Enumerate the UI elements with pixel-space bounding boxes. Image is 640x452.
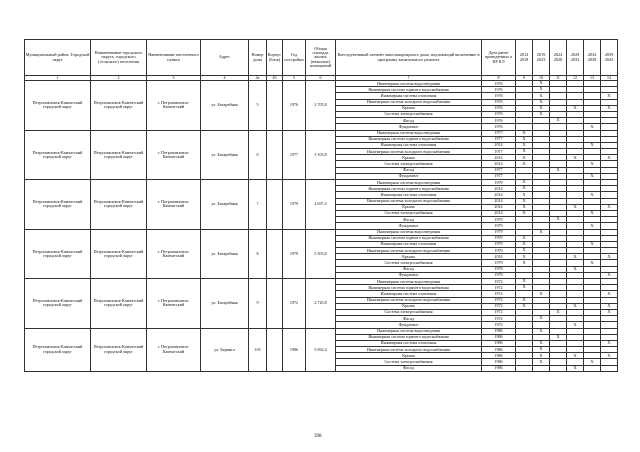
repair-date-cell: 1977	[482, 136, 516, 142]
area-cell: 2 705,8	[306, 81, 336, 131]
element-cell: Фундамент	[336, 223, 482, 229]
column-header: Наименование городского округа, городского (сельского) поселения	[91, 40, 147, 76]
column-header: Адрес	[201, 40, 249, 76]
repair-date-cell: 1972	[482, 291, 516, 297]
element-cell: Система электроснабжения	[336, 309, 482, 315]
period-mark-cell: X	[567, 204, 584, 210]
period-mark-cell: X	[533, 291, 550, 297]
period-mark-cell	[516, 365, 533, 371]
house-number-cell: 9	[249, 279, 267, 329]
element-cell: Крыша	[336, 303, 482, 309]
period-mark-cell: X	[567, 303, 584, 309]
period-mark-cell: X	[516, 180, 533, 186]
page-number: 398	[314, 434, 322, 439]
repair-date-cell: 1986	[482, 328, 516, 334]
period-mark-cell: X	[533, 81, 550, 87]
column-number: 6	[306, 76, 336, 81]
column-number: 8	[482, 76, 516, 81]
period-mark-cell: X	[516, 303, 533, 309]
period-mark-cell: X	[584, 260, 601, 266]
period-mark-cell: X	[533, 347, 550, 353]
column-header: 2039 2043	[601, 40, 618, 76]
column-number: 12	[567, 76, 584, 81]
period-mark-cell: X	[601, 353, 618, 359]
element-cell: Фасад	[336, 365, 482, 371]
element-cell: Инженерная система водоотведения	[336, 229, 482, 235]
repair-program-table	[24, 39, 618, 372]
column-number: 1	[25, 76, 91, 81]
element-cell: Инженерная система водоотведения	[336, 328, 482, 334]
settlement-cell: Петропавловск-Камчатский городской округ	[91, 229, 147, 279]
period-mark-cell: X	[550, 309, 567, 315]
repair-date-cell: 1972	[482, 322, 516, 328]
repair-date-cell: 1977	[482, 167, 516, 173]
element-cell: Инженерная система водоотведения	[336, 279, 482, 285]
column-number: 3	[147, 76, 201, 81]
element-cell: Инженерная система водоотведения	[336, 81, 482, 87]
period-mark-cell: X	[516, 260, 533, 266]
area-cell: 2 720,8	[306, 279, 336, 329]
element-cell: Фундамент	[336, 272, 482, 278]
repair-date-cell: 1972	[482, 309, 516, 315]
address-cell: ул. Батарейная	[201, 130, 249, 180]
period-mark-cell: X	[601, 303, 618, 309]
repair-date-cell: 1979	[482, 260, 516, 266]
repair-date-cell: 2014	[482, 204, 516, 210]
element-cell: Инженерная система водоотведения	[336, 180, 482, 186]
column-number: 4а	[249, 76, 267, 81]
period-mark-cell	[533, 365, 550, 371]
column-header: 2024 2028	[550, 40, 567, 76]
repair-date-cell: 1976	[482, 105, 516, 111]
period-mark-cell: X	[516, 142, 533, 148]
period-mark-cell: X	[533, 93, 550, 99]
repair-date-cell: 1977	[482, 173, 516, 179]
locality-cell: г. Петропавловск-Камчатский	[147, 180, 201, 230]
repair-date-cell: 2014	[482, 186, 516, 192]
repair-date-cell: 2014	[482, 254, 516, 260]
column-number: 5	[283, 76, 306, 81]
area-cell: 3 103,8	[306, 130, 336, 180]
repair-date-cell: 1979	[482, 241, 516, 247]
period-mark-cell: X	[601, 204, 618, 210]
period-mark-cell: X	[584, 359, 601, 365]
column-header: Номер дома	[249, 40, 267, 76]
period-mark-cell: X	[584, 173, 601, 179]
column-number: 2	[91, 76, 147, 81]
element-cell: Система электроснабжения	[336, 359, 482, 365]
repair-date-cell: 1976	[482, 99, 516, 105]
period-mark-cell: X	[516, 204, 533, 210]
element-cell: Фасад	[336, 266, 482, 272]
repair-date-cell: 1972	[482, 285, 516, 291]
column-number: 11	[550, 76, 567, 81]
period-mark-cell: X	[584, 241, 601, 247]
build-year-cell: 1979	[283, 180, 306, 230]
period-mark-cell: X	[550, 217, 567, 223]
settlement-cell: Петропавловск-Камчатский городской округ	[91, 328, 147, 371]
period-mark-cell: X	[516, 186, 533, 192]
element-cell: Система электроснабжения	[336, 111, 482, 117]
column-number: 4	[201, 76, 249, 81]
column-header: Корпус (блок)	[267, 40, 283, 76]
locality-cell: г. Петропавловск-Камчатский	[147, 279, 201, 329]
repair-date-cell: 1972	[482, 316, 516, 322]
period-mark-cell: X	[584, 161, 601, 167]
repair-date-cell: 2014	[482, 210, 516, 216]
element-cell: Крыша	[336, 204, 482, 210]
period-mark-cell: X	[533, 99, 550, 105]
locality-cell: г. Петропавловск-Камчатский	[147, 81, 201, 131]
element-cell: Фасад	[336, 316, 482, 322]
column-header: Наименование населенного пункта	[147, 40, 201, 76]
column-header: Конструктивный элемент многоквартирного дома, подлежащий включению в программу капитального ремонта	[336, 40, 482, 76]
repair-date-cell: 1986	[482, 334, 516, 340]
block-cell	[267, 180, 283, 230]
element-cell: Фасад	[336, 217, 482, 223]
period-mark-cell: X	[584, 223, 601, 229]
repair-date-cell: 1976	[482, 124, 516, 130]
element-cell: Фундамент	[336, 173, 482, 179]
element-cell: Инженерная система холодного водоснабжения	[336, 99, 482, 105]
area-cell: 4 697,4	[306, 180, 336, 230]
period-mark-cell: X	[601, 291, 618, 297]
period-mark-cell: X	[516, 297, 533, 303]
column-number: 7	[336, 76, 482, 81]
element-cell: Фасад	[336, 118, 482, 124]
period-mark-cell: X	[516, 198, 533, 204]
house-number-cell: 8	[249, 229, 267, 279]
element-cell: Инженерная система отопления	[336, 93, 482, 99]
element-cell: Инженерная система горячего водоснабжения	[336, 334, 482, 340]
address-cell: ул. Батарейная	[201, 81, 249, 131]
period-mark-cell: X	[533, 87, 550, 93]
column-number: 9	[516, 76, 533, 81]
period-mark-cell: X	[516, 210, 533, 216]
house-number-cell: 6	[249, 130, 267, 180]
repair-date-cell: 1977	[482, 130, 516, 136]
element-cell: Инженерная система горячего водоснабжения	[336, 235, 482, 241]
period-mark-cell: X	[516, 279, 533, 285]
repair-date-cell: 1979	[482, 229, 516, 235]
period-mark-cell: X	[601, 155, 618, 161]
area-cell: 5 062,4	[306, 328, 336, 371]
district-cell: Петропавловск-Камчатский городской округ	[25, 81, 91, 131]
repair-date-cell: 1972	[482, 303, 516, 309]
period-mark-cell: X	[584, 142, 601, 148]
repair-date-cell: 1972	[482, 279, 516, 285]
repair-date-cell: 1977	[482, 149, 516, 155]
address-cell: ул. Батарейная	[201, 229, 249, 279]
repair-date-cell: 2014	[482, 192, 516, 198]
element-cell: Инженерная система холодного водоснабжения	[336, 297, 482, 303]
repair-date-cell: 1986	[482, 347, 516, 353]
house-number-cell: 103	[249, 328, 267, 371]
block-cell	[267, 279, 283, 329]
repair-date-cell: 1979	[482, 223, 516, 229]
repair-date-cell: 2014	[482, 161, 516, 167]
element-cell: Система электроснабжения	[336, 210, 482, 216]
element-cell: Инженерная система отопления	[336, 340, 482, 346]
period-mark-cell: X	[567, 353, 584, 359]
element-cell: Система электроснабжения	[336, 161, 482, 167]
district-cell: Петропавловск-Камчатский городской округ	[25, 328, 91, 371]
build-year-cell: 1972	[283, 279, 306, 329]
block-cell	[267, 130, 283, 180]
period-mark-cell: X	[516, 248, 533, 254]
header-row	[25, 40, 618, 76]
block-cell	[267, 81, 283, 131]
element-cell: Инженерная система горячего водоснабжения	[336, 285, 482, 291]
repair-date-cell: 1979	[482, 217, 516, 223]
period-mark-cell: X	[567, 365, 584, 371]
element-cell: Фасад	[336, 167, 482, 173]
repair-date-cell: 1979	[482, 248, 516, 254]
column-number: 13	[584, 76, 601, 81]
repair-date-cell: 1986	[482, 340, 516, 346]
element-cell: Инженерная система холодного водоснабжения	[336, 198, 482, 204]
repair-date-cell: 1976	[482, 111, 516, 117]
period-mark-cell: X	[601, 254, 618, 260]
repair-date-cell: 1986	[482, 359, 516, 365]
column-header: Год постройки	[283, 40, 306, 76]
district-cell: Петропавловск-Камчатский городской округ	[25, 180, 91, 230]
column-header: 2019 2023	[533, 40, 550, 76]
column-number: 10	[533, 76, 550, 81]
period-mark-cell: X	[601, 105, 618, 111]
period-mark-cell: X	[584, 192, 601, 198]
column-header: 2014 2018	[516, 40, 533, 76]
repair-date-cell: 1986	[482, 365, 516, 371]
house-number-cell: 5	[249, 81, 267, 131]
element-cell: Инженерная система отопления	[336, 241, 482, 247]
house-number-cell: 7	[249, 180, 267, 230]
period-mark-cell: X	[567, 155, 584, 161]
period-mark-cell: X	[550, 118, 567, 124]
period-mark-cell: X	[533, 229, 550, 235]
period-mark-cell: X	[567, 322, 584, 328]
period-mark-cell: X	[516, 254, 533, 260]
column-number: 4б	[267, 76, 283, 81]
period-mark-cell: X	[533, 328, 550, 334]
period-mark-cell	[584, 365, 601, 371]
period-mark-cell: X	[567, 254, 584, 260]
period-mark-cell: X	[516, 241, 533, 247]
column-header: 2034 2038	[584, 40, 601, 76]
repair-date-cell: 1979	[482, 180, 516, 186]
address-cell: ул. Батарейная	[201, 279, 249, 329]
element-cell: Фундамент	[336, 124, 482, 130]
repair-date-cell: 1976	[482, 93, 516, 99]
column-header: 2029 2033	[567, 40, 584, 76]
build-year-cell: 1977	[283, 130, 306, 180]
element-cell: Инженерная система отопления	[336, 192, 482, 198]
period-mark-cell: X	[584, 124, 601, 130]
locality-cell: г. Петропавловск-Камчатский	[147, 130, 201, 180]
element-cell: Система электроснабжения	[336, 260, 482, 266]
repair-date-cell: 2014	[482, 155, 516, 161]
period-mark-cell: X	[533, 359, 550, 365]
table-body	[25, 81, 618, 372]
period-mark-cell: X	[533, 353, 550, 359]
period-mark-cell: X	[516, 192, 533, 198]
locality-cell: г. Петропавловск-Камчатский	[147, 328, 201, 371]
period-mark-cell: X	[516, 235, 533, 241]
element-cell: Фундамент	[336, 322, 482, 328]
settlement-cell: Петропавловск-Камчатский городской округ	[91, 130, 147, 180]
settlement-cell: Петропавловск-Камчатский городской округ	[91, 81, 147, 131]
period-mark-cell: X	[550, 167, 567, 173]
district-cell: Петропавловск-Камчатский городской округ	[25, 229, 91, 279]
period-mark-cell: X	[533, 340, 550, 346]
element-cell: Инженерная система водоотведения	[336, 130, 482, 136]
element-cell: Крыша	[336, 353, 482, 359]
element-cell: Крыша	[336, 155, 482, 161]
build-year-cell: 1976	[283, 81, 306, 131]
locality-cell: г. Петропавловск-Камчатский	[147, 229, 201, 279]
element-cell: Крыша	[336, 105, 482, 111]
repair-date-cell: 1986	[482, 353, 516, 359]
repair-date-cell: 2014	[482, 198, 516, 204]
build-year-cell: 1986	[283, 328, 306, 371]
repair-date-cell: 1979	[482, 266, 516, 272]
period-mark-cell: X	[516, 149, 533, 155]
period-mark-cell: X	[601, 272, 618, 278]
repair-date-cell: 1976	[482, 81, 516, 87]
repair-date-cell: 1979	[482, 272, 516, 278]
address-cell: ул. Беринга	[201, 328, 249, 371]
period-mark-cell: X	[533, 105, 550, 111]
element-cell: Инженерная система отопления	[336, 291, 482, 297]
block-cell	[267, 328, 283, 371]
settlement-cell: Петропавловск-Камчатский городской округ	[91, 279, 147, 329]
column-header: Дата ранее проведенных к КР КЭ	[482, 40, 516, 76]
repair-date-cell: 1976	[482, 118, 516, 124]
column-header: Общая площадь жилых (нежилых) помещений	[306, 40, 336, 76]
build-year-cell: 1979	[283, 229, 306, 279]
period-mark-cell: X	[601, 309, 618, 315]
period-mark-cell: X	[516, 161, 533, 167]
district-cell: Петропавловск-Камчатский городской округ	[25, 279, 91, 329]
period-mark-cell: X	[601, 340, 618, 346]
period-mark-cell: X	[601, 93, 618, 99]
element-cell: Инженерная система холодного водоснабжения	[336, 248, 482, 254]
period-mark-cell: X	[533, 111, 550, 117]
period-mark-cell: X	[516, 136, 533, 142]
period-mark-cell: X	[584, 210, 601, 216]
column-header: Муниципальный район, Городской округ	[25, 40, 91, 76]
period-mark-cell: X	[567, 266, 584, 272]
settlement-cell: Петропавловск-Камчатский городской округ	[91, 180, 147, 230]
repair-date-cell: 1972	[482, 297, 516, 303]
period-mark-cell	[550, 365, 567, 371]
repair-date-cell: 2014	[482, 142, 516, 148]
period-mark-cell: X	[533, 316, 550, 322]
element-cell: Инженерная система горячего водоснабжения	[336, 136, 482, 142]
address-cell: ул. Батарейная	[201, 180, 249, 230]
element-cell: Инженерная система холодного водоснабжения	[336, 149, 482, 155]
element-cell: Инженерная система горячего водоснабжения	[336, 186, 482, 192]
repair-date-cell: 1979	[482, 235, 516, 241]
element-cell: Инженерная система холодного водоснабжения	[336, 347, 482, 353]
repair-date-cell: 1976	[482, 87, 516, 93]
period-mark-cell: X	[516, 155, 533, 161]
period-mark-cell: X	[516, 285, 533, 291]
period-mark-cell: X	[516, 130, 533, 136]
element-cell: Инженерная система отопления	[336, 142, 482, 148]
period-mark-cell	[601, 365, 618, 371]
element-cell: Инженерная система горячего водоснабжения	[336, 87, 482, 93]
district-cell: Петропавловск-Камчатский городской округ	[25, 130, 91, 180]
column-number: 14	[601, 76, 618, 81]
period-mark-cell: X	[567, 105, 584, 111]
period-mark-cell: X	[550, 334, 567, 340]
area-cell: 5 303,8	[306, 229, 336, 279]
element-cell: Крыша	[336, 254, 482, 260]
block-cell	[267, 229, 283, 279]
